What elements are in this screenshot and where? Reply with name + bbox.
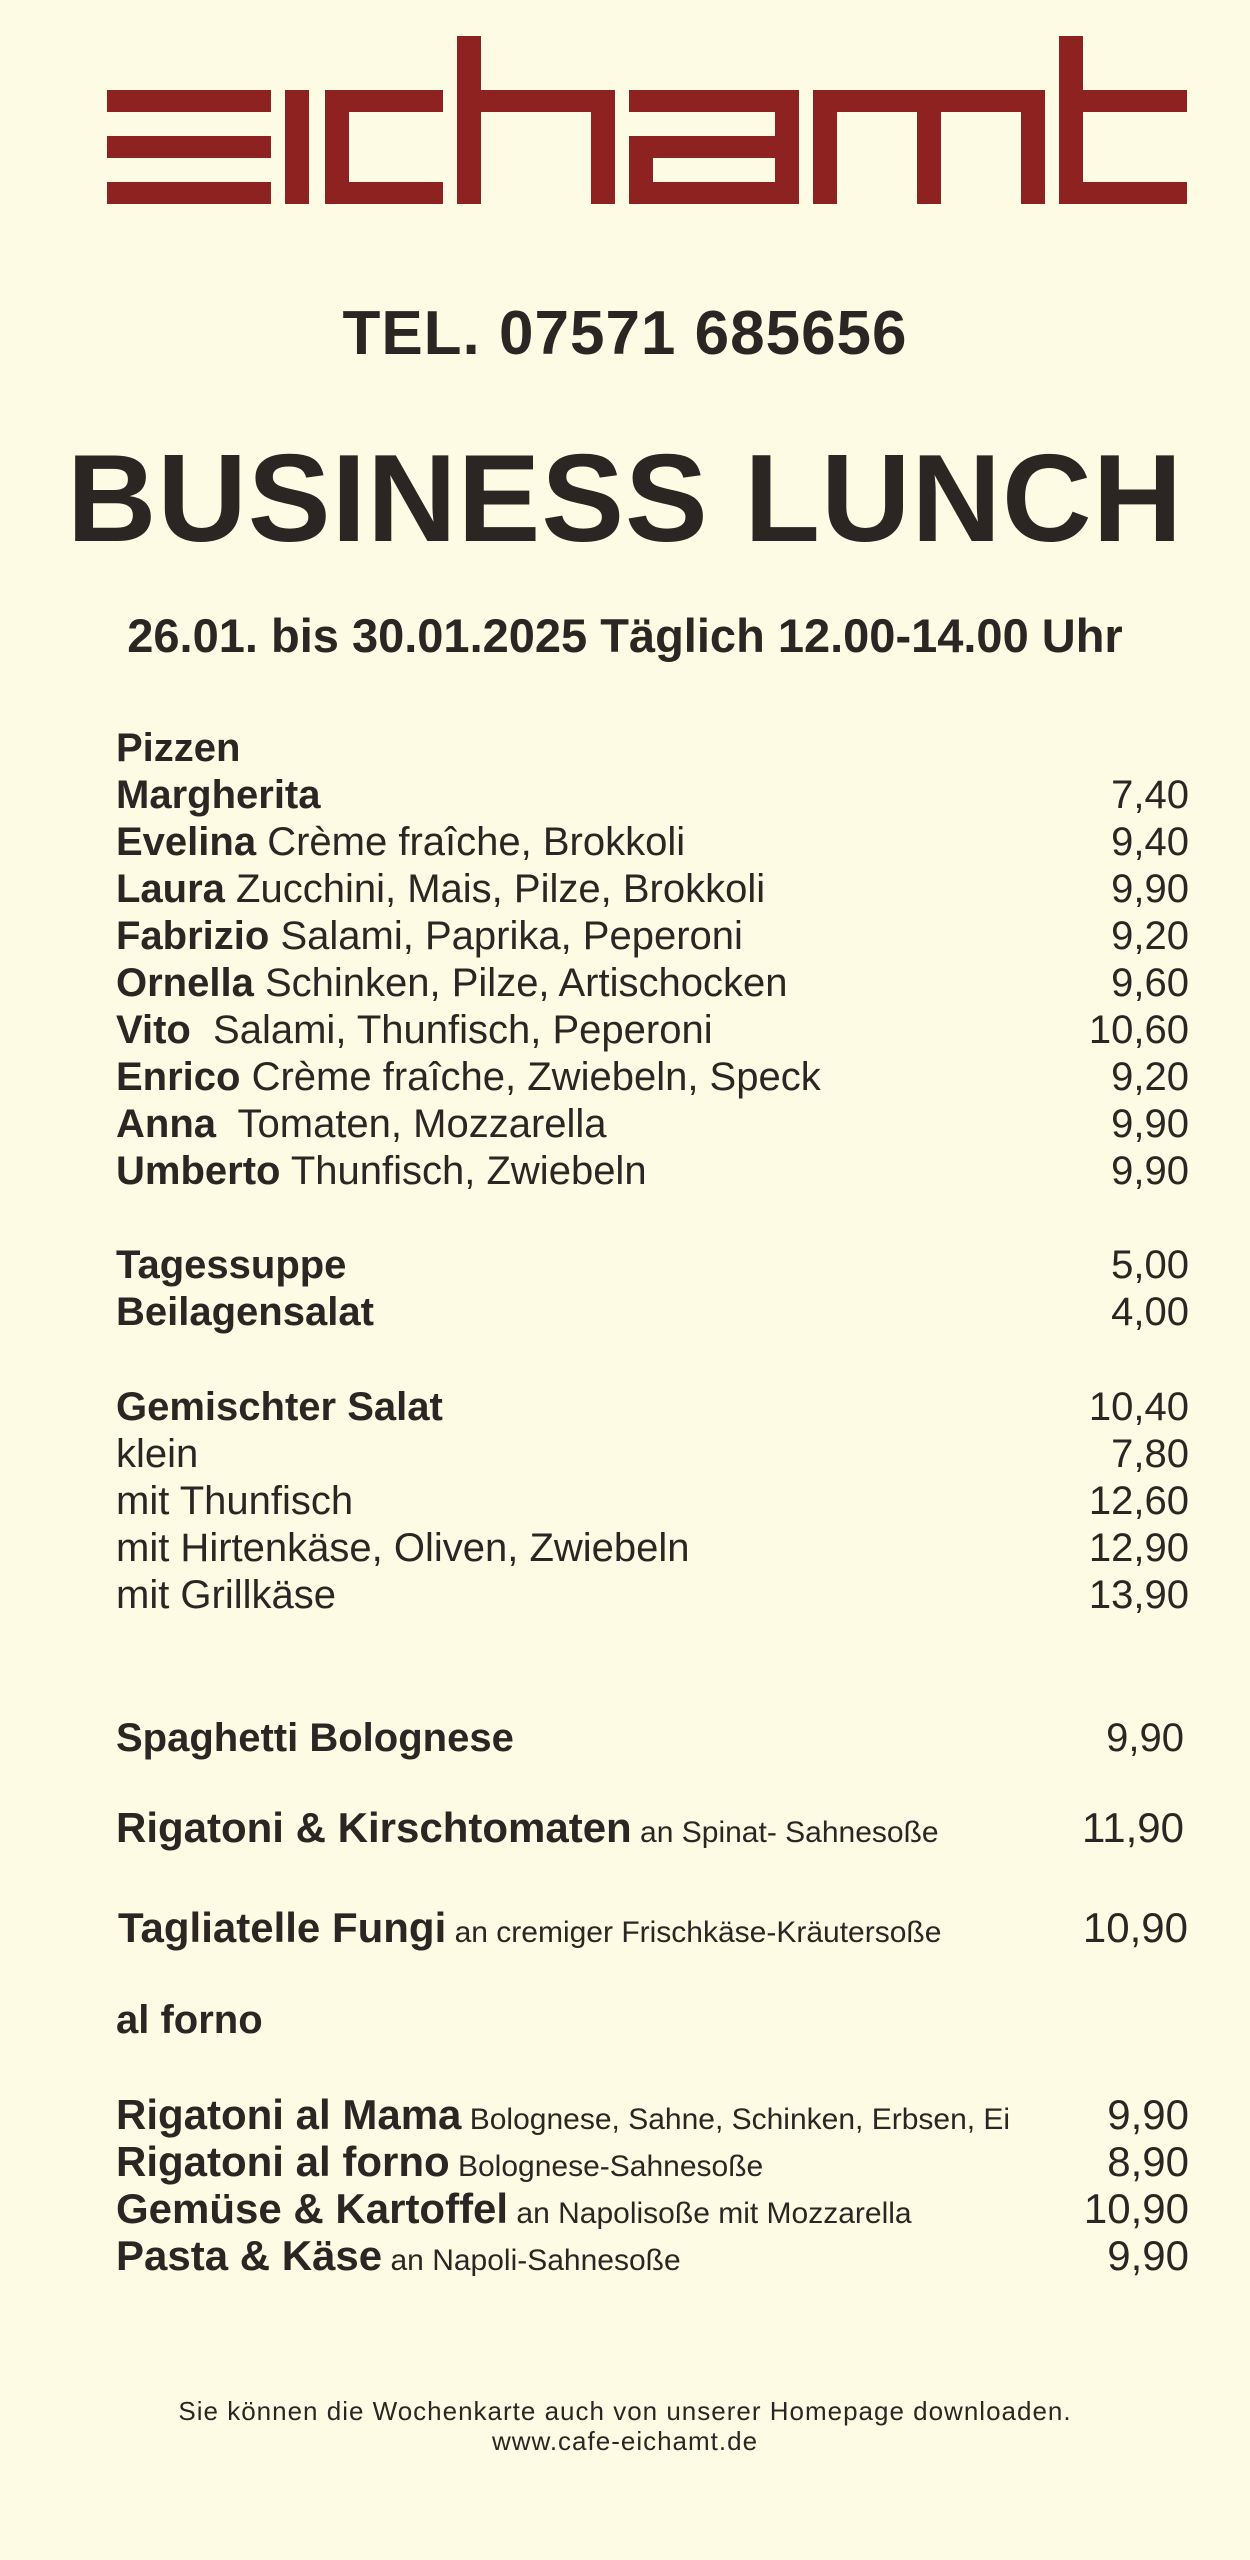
menu-item: Beilagensalat 4,00 [116, 1290, 1189, 1334]
price: 9,40 [1111, 820, 1189, 864]
menu-item-variant: mit Thunfisch 12,60 [116, 1479, 1189, 1523]
menu-item-variant: klein 7,80 [116, 1432, 1189, 1476]
price: 5,00 [1111, 1243, 1189, 1287]
menu-item: Rigatoni al forno Bolognese-Sahnesoße 8,90 [116, 2138, 1189, 2185]
price: 9,90 [1107, 2232, 1189, 2279]
price: 7,80 [1111, 1432, 1189, 1476]
price: 12,90 [1088, 1526, 1189, 1570]
eichamt-logo [107, 36, 1187, 216]
menu-item: Umberto Thunfisch, Zwiebeln 9,90 [116, 1149, 1189, 1193]
section-heading-al-forno: al forno [116, 1998, 263, 2042]
menu-item: Pasta & Käse an Napoli-Sahnesoße 9,90 [116, 2232, 1189, 2279]
menu-item: Gemischter Salat 10,40 [116, 1385, 1189, 1429]
section-heading-pizzen: Pizzen [116, 726, 241, 770]
price: 10,40 [1088, 1385, 1189, 1429]
price: 9,90 [1111, 1102, 1189, 1146]
price: 13,90 [1088, 1573, 1189, 1617]
price: 9,20 [1111, 914, 1189, 958]
price: 10,90 [1083, 2185, 1189, 2232]
menu-item: Laura Zucchini, Mais, Pilze, Brokkoli 9,90 [116, 867, 1189, 911]
menu-item: Gemüse & Kartoffel an Napolisoße mit Mozzarella 10,90 [116, 2185, 1189, 2232]
menu-item: Evelina Crème fraîche, Brokkoli 9,40 [116, 820, 1189, 864]
page-title: BUSINESS LUNCH [66, 430, 1184, 568]
price: 11,90 [1082, 1804, 1184, 1851]
price: 12,60 [1088, 1479, 1189, 1523]
menu-item: Spaghetti Bolognese 9,90 [116, 1716, 1184, 1760]
footer-note: Sie können die Wochenkarte auch von unserer Homepage downloaden. [178, 2396, 1072, 2426]
menu-item: Ornella Schinken, Pilze, Artischocken 9,60 [116, 961, 1189, 1005]
menu-item: Margherita 7,40 [116, 773, 1189, 817]
phone-number: TEL. 07571 685656 [342, 299, 908, 368]
menu-item: Fabrizio Salami, Paprika, Peperoni 9,20 [116, 914, 1189, 958]
price: 9,20 [1111, 1055, 1189, 1099]
price: 9,90 [1107, 2091, 1189, 2138]
menu-item-variant: mit Hirtenkäse, Oliven, Zwiebeln 12,90 [116, 1526, 1189, 1570]
menu-item: Tagessuppe 5,00 [116, 1243, 1189, 1287]
price: 10,90 [1082, 1904, 1188, 1951]
menu-item: Anna Tomaten, Mozzarella 9,90 [116, 1102, 1189, 1146]
menu-item: Vito Salami, Thunfisch, Peperoni 10,60 [116, 1008, 1189, 1052]
date-range: 26.01. bis 30.01.2025 Täglich 12.00-14.00 Uhr [127, 609, 1123, 662]
menu-item: Rigatoni al Mama Bolognese, Sahne, Schinken, Erbsen, Ei 9,90 [116, 2091, 1189, 2138]
price: 8,90 [1107, 2138, 1189, 2185]
price: 9,90 [1111, 1149, 1189, 1193]
menu-item-variant: mit Grillkäse 13,90 [116, 1573, 1189, 1617]
menu-item: Enrico Crème fraîche, Zwiebeln, Speck 9,20 [116, 1055, 1189, 1099]
price: 9,90 [1106, 1716, 1184, 1760]
price: 10,60 [1088, 1008, 1189, 1052]
menu-item: Tagliatelle Fungi an cremiger Frischkäse-Kräutersoße 10,90 [118, 1904, 1188, 1951]
menu-item: Rigatoni & Kirschtomaten an Spinat- Sahnesoße 11,90 [116, 1804, 1184, 1851]
website-link[interactable]: www.cafe-eichamt.de [491, 2426, 759, 2456]
price: 7,40 [1111, 773, 1189, 817]
price: 9,90 [1111, 867, 1189, 911]
price: 9,60 [1111, 961, 1189, 1005]
price: 4,00 [1111, 1290, 1189, 1334]
